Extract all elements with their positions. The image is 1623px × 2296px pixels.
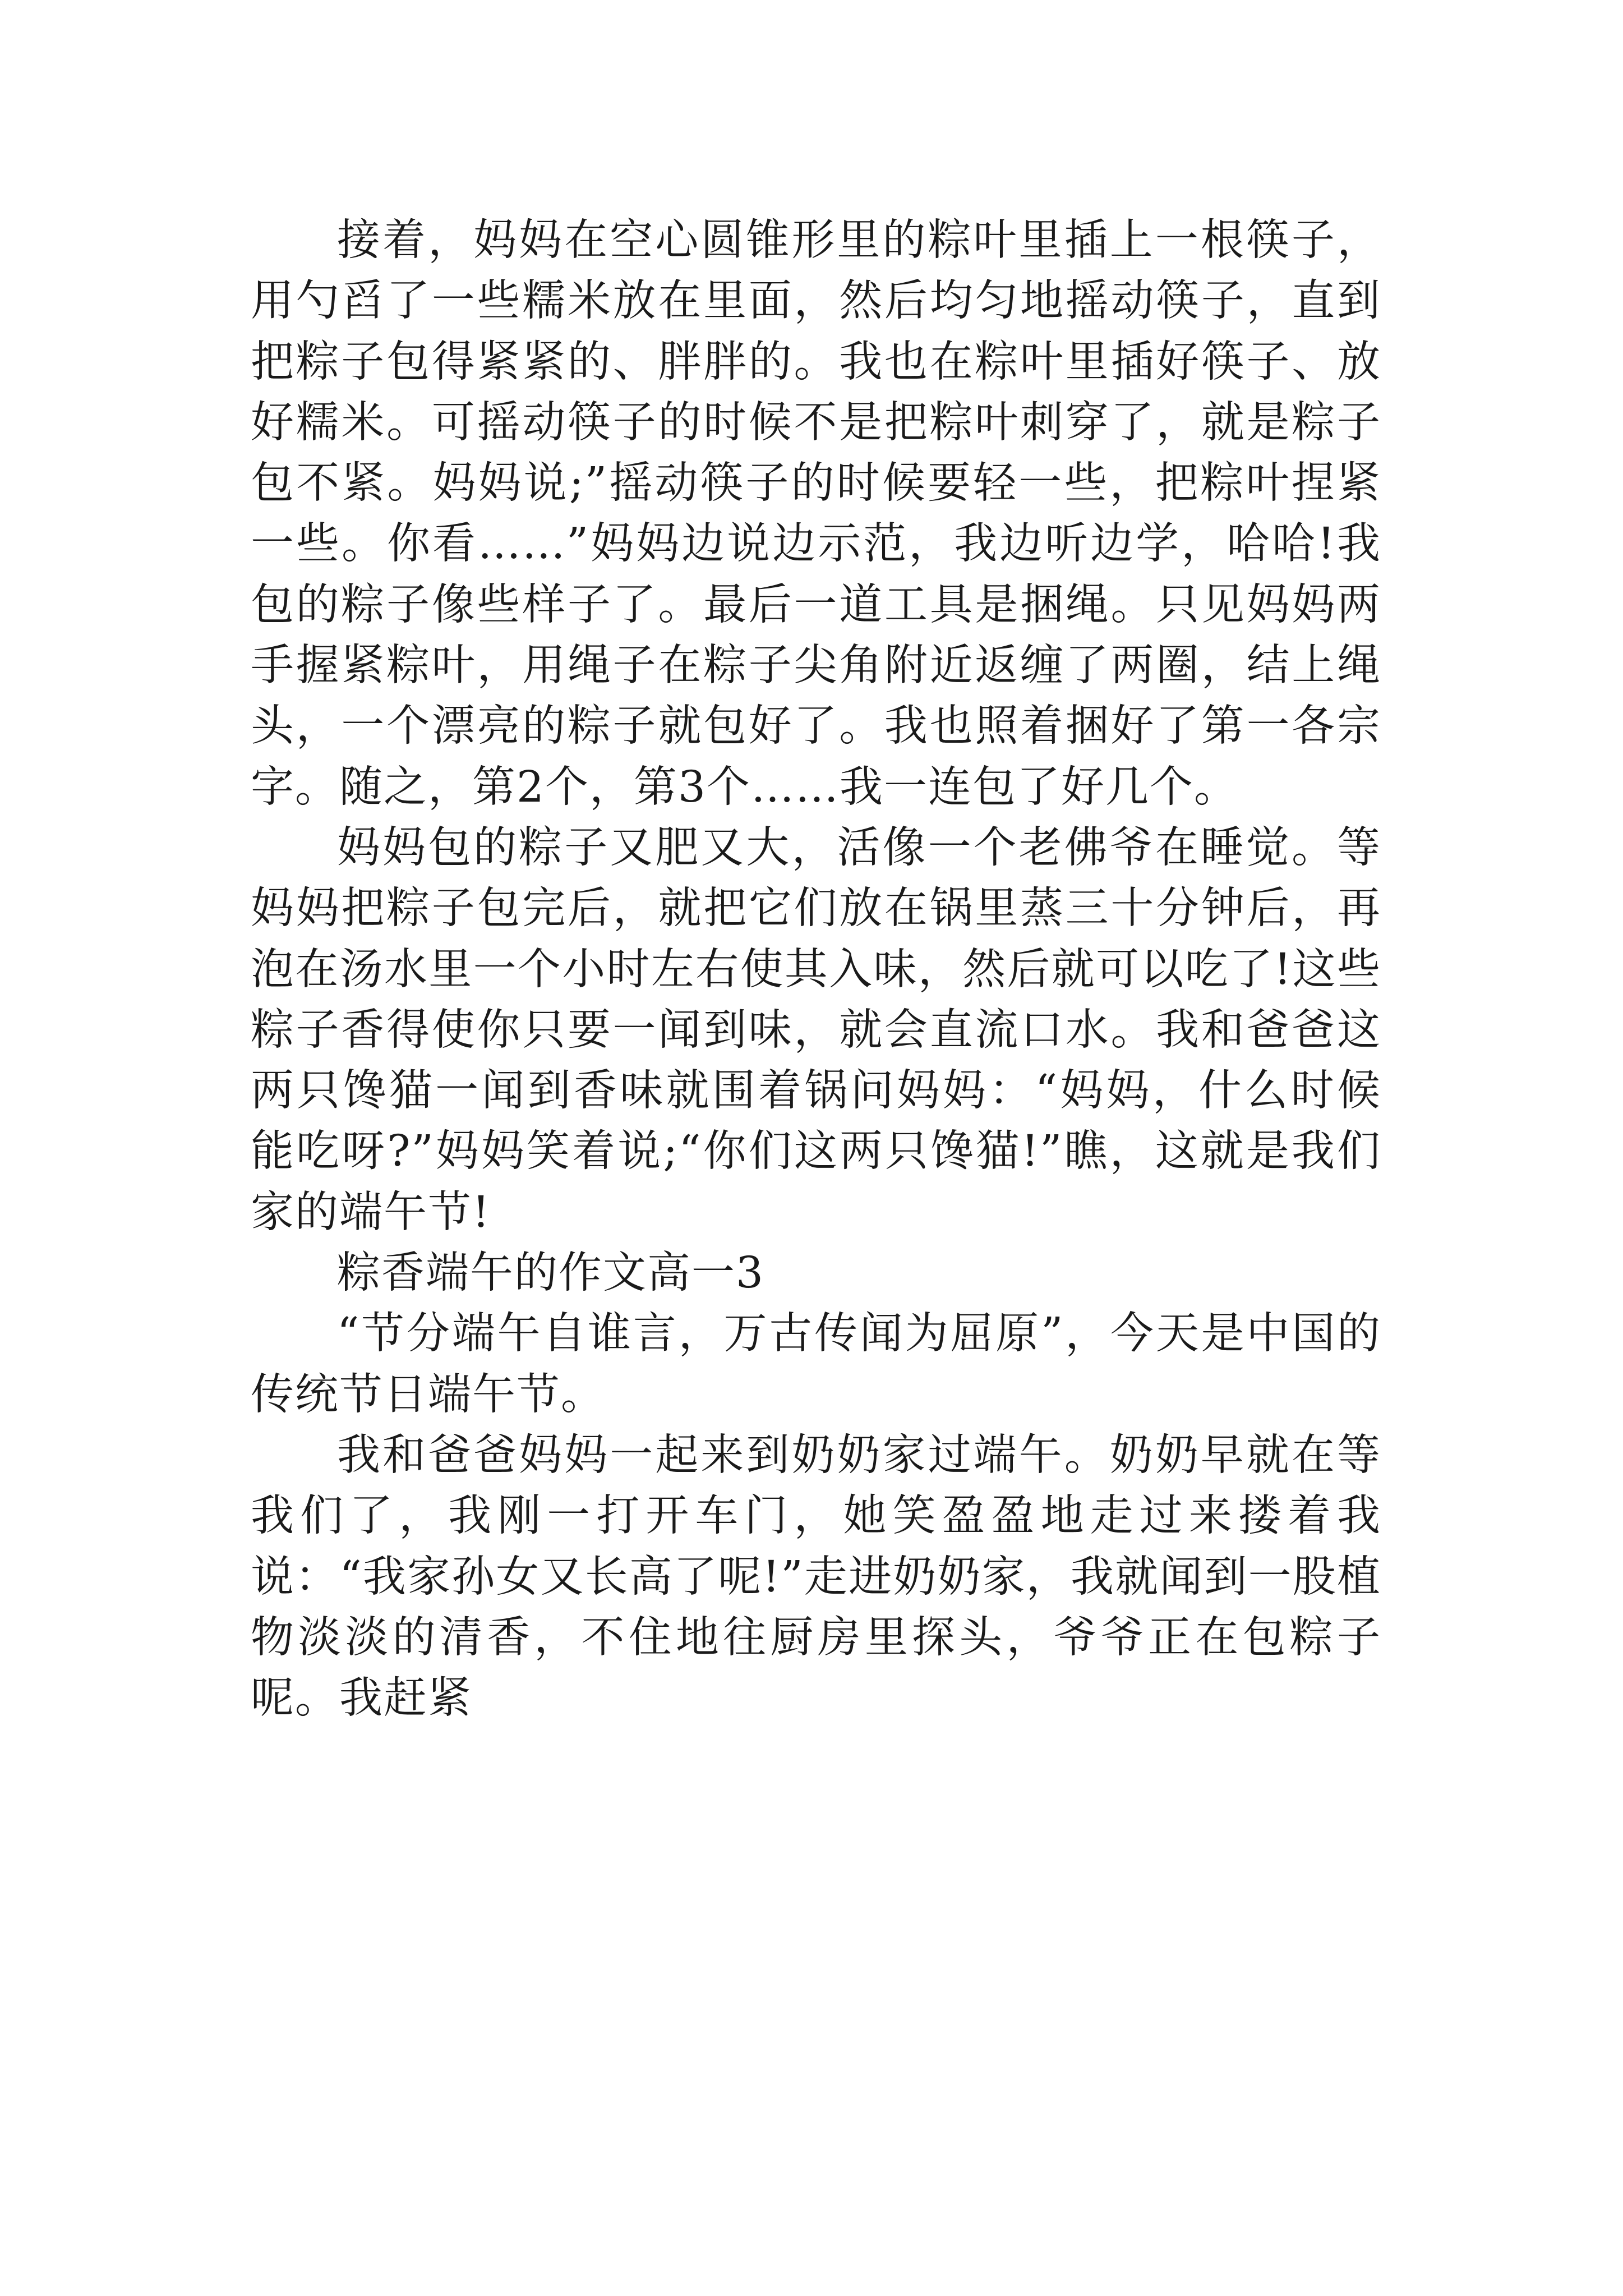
article-body (251, 210, 1381, 1729)
essay-title: 粽香端午的作文高一3 (337, 1248, 764, 1299)
paragraph-making-zongzi: 接着，妈妈在空心圆锥形里的粽叶里插上一根筷子，用勺舀了一些糯米放在里面，然后均匀地摇动筷子，直到把粽子包得紧紧的、胖胖的。我也在粽叶里插好筷子、放好糯米。可摇动筷子的时候不是把粽叶刺穿了，就是粽子包不紧。妈妈说;”摇动筷子的时候要轻一些，把粽叶捏紧一些。你看……”妈妈边说边示范，我边听边学，哈哈!我包的粽子像些样子了。最后一道工具是捆绳。只见妈妈两手握紧粽叶，用绳子在粽子尖角附近返缠了两圈，结上绳头，一个漂亮的粽子就包好了。我也照着捆好了第一各宗字。随之，第2个，第3个……我一连包了好几个。 (251, 215, 1381, 812)
paragraph-cooking-zongzi: 妈妈包的粽子又肥又大，活像一个老佛爷在睡觉。等妈妈把粽子包完后，就把它们放在锅里蒸三十分钟后，再泡在汤水里一个小时左右使其入味，然后就可以吃了!这些粽子香得使你只要一闻到味，就会直流口水。我和爸爸这两只馋猫一闻到香味就围着锅问妈妈：“妈妈，什么时候能吃呀?”妈妈笑着说;“你们这两只馋猫!”瞧，这就是我们家的端午节! (251, 822, 1381, 1237)
paragraph-intro-quote: “节分端午自谁言，万古传闻为屈原”，今天是中国的传统节日端午节。 (251, 1309, 1381, 1420)
paragraph-grandma-visit: 我和爸爸妈妈一起来到奶奶家过端午。奶奶早就在等我们了，我刚一打开车门，她笑盈盈地走过来搂着我说：“我家孙女又长高了呢!”走进奶奶家，我就闻到一股植物淡淡的清香，不住地往厨房里探头，爷爷正在包粽子呢。我赶紧 (251, 1430, 1381, 1724)
